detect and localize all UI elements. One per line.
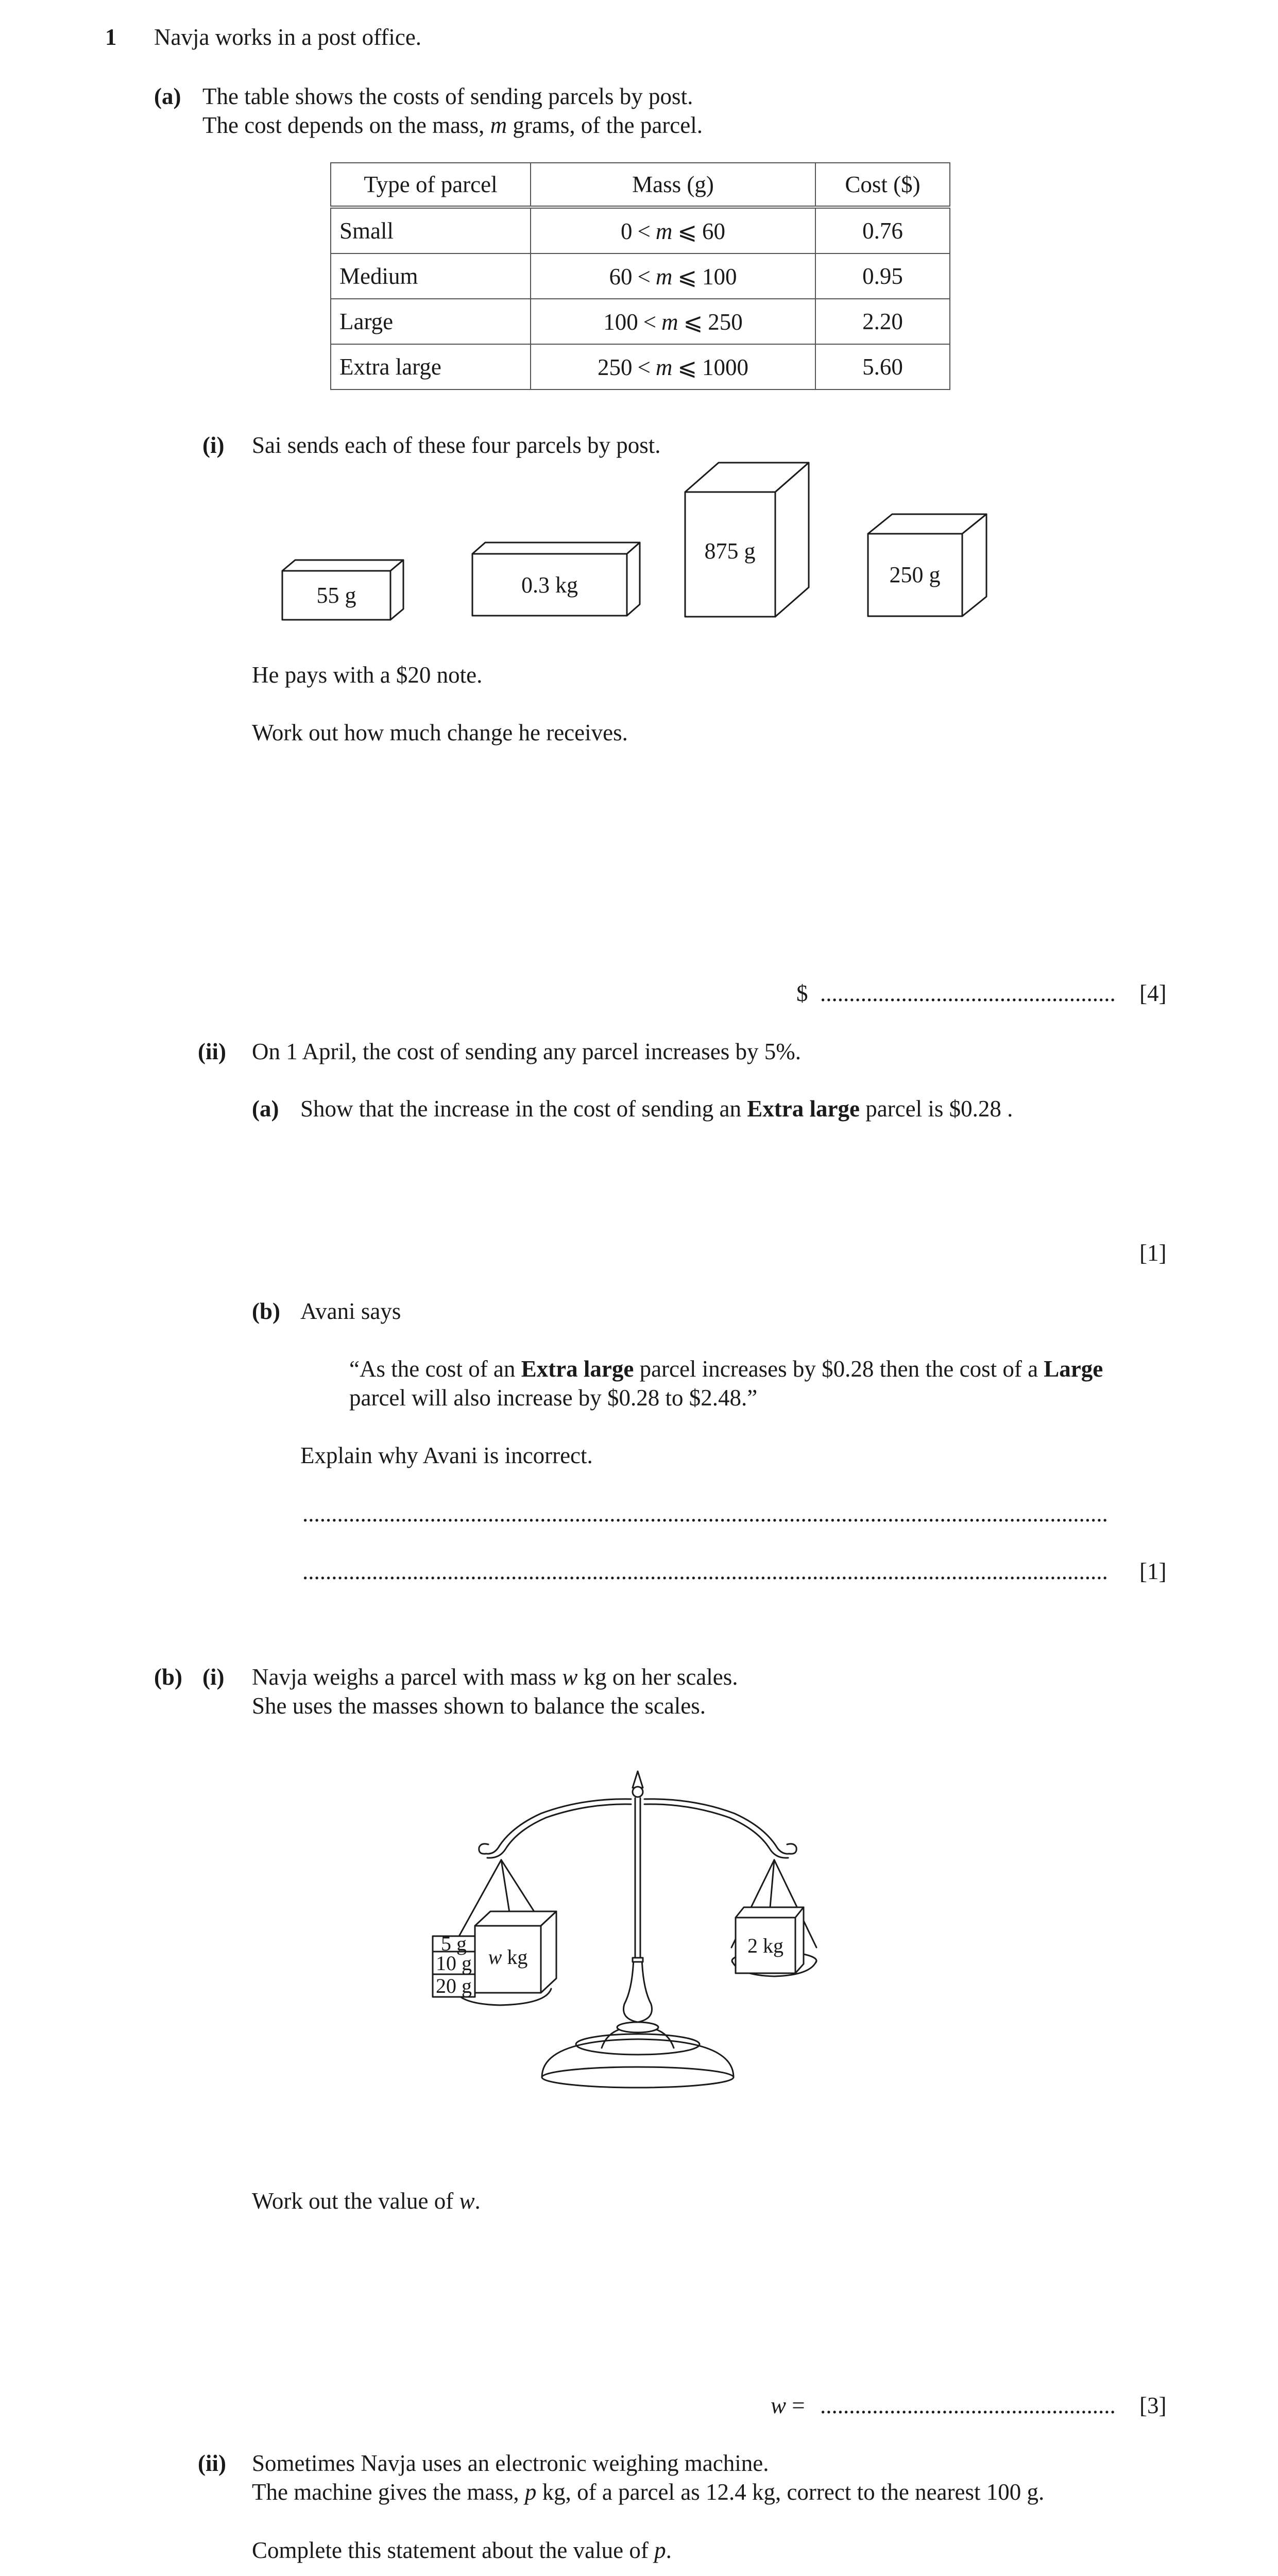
- part-a-i-label: (i): [202, 432, 225, 458]
- task-work-out-w: Work out the value of w.: [252, 2188, 481, 2214]
- balance-scales-figure: [422, 1762, 860, 2123]
- cell-parcel-type: Large: [331, 299, 531, 344]
- answer-line-explain-1[interactable]: ...........................................................................................................................................: [302, 1501, 1108, 1527]
- marks-a-ii-b: [1]: [1139, 1558, 1167, 1584]
- parcel-2kg-label: 2 kg: [747, 1934, 783, 1957]
- part-a-ii-a-text: Show that the increase in the cost of sending an Extra large parcel is $0.28 .: [300, 1096, 1013, 1122]
- part-a-i-text: Sai sends each of these four parcels by post.: [252, 432, 661, 458]
- question-number: 1: [105, 24, 117, 50]
- cell-mass-range: 0 < m ⩽ 60: [531, 207, 815, 253]
- cell-parcel-type: Small: [331, 207, 531, 253]
- question-intro: Navja works in a post office.: [154, 24, 422, 50]
- pays-text: He pays with a $20 note.: [252, 662, 483, 688]
- avani-quote-line2: parcel will also increase by $0.28 to $2.48.”: [349, 1385, 758, 1411]
- marks-a-ii-a: [1]: [1139, 1240, 1167, 1266]
- parcel-w-kg-label: w kg: [488, 1945, 528, 1969]
- table-row: [331, 299, 950, 344]
- parcel-label: 875 g: [704, 538, 756, 564]
- answer-dollar-sign: $: [796, 980, 808, 1006]
- cell-cost: 0.76: [815, 207, 950, 253]
- part-b-i-line1: Navja weighs a parcel with mass w kg on her scales.: [252, 1664, 738, 1690]
- part-a-ii-b-text: Avani says: [300, 1298, 401, 1324]
- parcel-label: 250 g: [889, 562, 941, 587]
- marks-b-i: [3]: [1139, 2393, 1167, 2418]
- table-row: [331, 207, 950, 253]
- avani-quote-line1: “As the cost of an Extra large parcel increases by $0.28 then the cost of a Large: [349, 1356, 1103, 1382]
- table-header: Type of parcel: [331, 163, 531, 207]
- part-b-i-label: (i): [202, 1664, 225, 1690]
- part-b-ii-line1: Sometimes Navja uses an electronic weighing machine.: [252, 2450, 769, 2476]
- task-explain: Explain why Avani is incorrect.: [300, 1443, 593, 1468]
- mass-20g-label: 20 g: [436, 1974, 472, 1997]
- part-b-ii-label: (ii): [198, 2450, 226, 2476]
- parcels-figure: [273, 459, 994, 634]
- table-header: Mass (g): [531, 163, 815, 207]
- answer-line-w[interactable]: ...................................................: [820, 2393, 1116, 2418]
- cell-mass-range: 60 < m ⩽ 100: [531, 253, 815, 299]
- cell-parcel-type: Medium: [331, 253, 531, 299]
- task-complete-statement: Complete this statement about the value of p.: [252, 2537, 672, 2563]
- marks-a-i: [4]: [1139, 980, 1167, 1006]
- parcel-cost-table: [330, 162, 950, 390]
- part-b-ii-line2: The machine gives the mass, p kg, of a parcel as 12.4 kg, correct to the nearest 100 g.: [252, 2479, 1045, 2505]
- part-a-line2: The cost depends on the mass, m grams, of the parcel.: [202, 112, 703, 138]
- part-b-i-line2: She uses the masses shown to balance the scales.: [252, 1693, 706, 1719]
- cell-cost: 2.20: [815, 299, 950, 344]
- part-a-line1: The table shows the costs of sending parcels by post.: [202, 83, 693, 109]
- cell-cost: 0.95: [815, 253, 950, 299]
- part-a-label: (a): [154, 83, 181, 109]
- part-a-ii-b-label: (b): [252, 1298, 280, 1324]
- part-b-label: (b): [154, 1664, 182, 1690]
- answer-line-explain-2[interactable]: ...........................................................................................................................................: [302, 1558, 1108, 1584]
- cell-cost: 5.60: [815, 344, 950, 389]
- parcel-label: 0.3 kg: [521, 572, 578, 598]
- part-a-ii-text: On 1 April, the cost of sending any parcel increases by 5%.: [252, 1039, 801, 1064]
- cell-mass-range: 250 < m ⩽ 1000: [531, 344, 815, 389]
- answer-line-change[interactable]: ...................................................: [820, 980, 1116, 1006]
- part-a-ii-a-label: (a): [252, 1096, 279, 1122]
- task-change: Work out how much change he receives.: [252, 720, 628, 745]
- table-row: [331, 253, 950, 299]
- table-row: [331, 344, 950, 389]
- cell-parcel-type: Extra large: [331, 344, 531, 389]
- part-a-ii-label: (ii): [198, 1039, 226, 1064]
- parcel-label: 55 g: [316, 583, 356, 608]
- mass-10g-label: 10 g: [436, 1952, 472, 1975]
- table-header-row: [331, 163, 950, 207]
- mass-5g-label: 5 g: [441, 1932, 467, 1955]
- table-header: Cost ($): [815, 163, 950, 207]
- answer-w-label: w =: [771, 2393, 805, 2418]
- cell-mass-range: 100 < m ⩽ 250: [531, 299, 815, 344]
